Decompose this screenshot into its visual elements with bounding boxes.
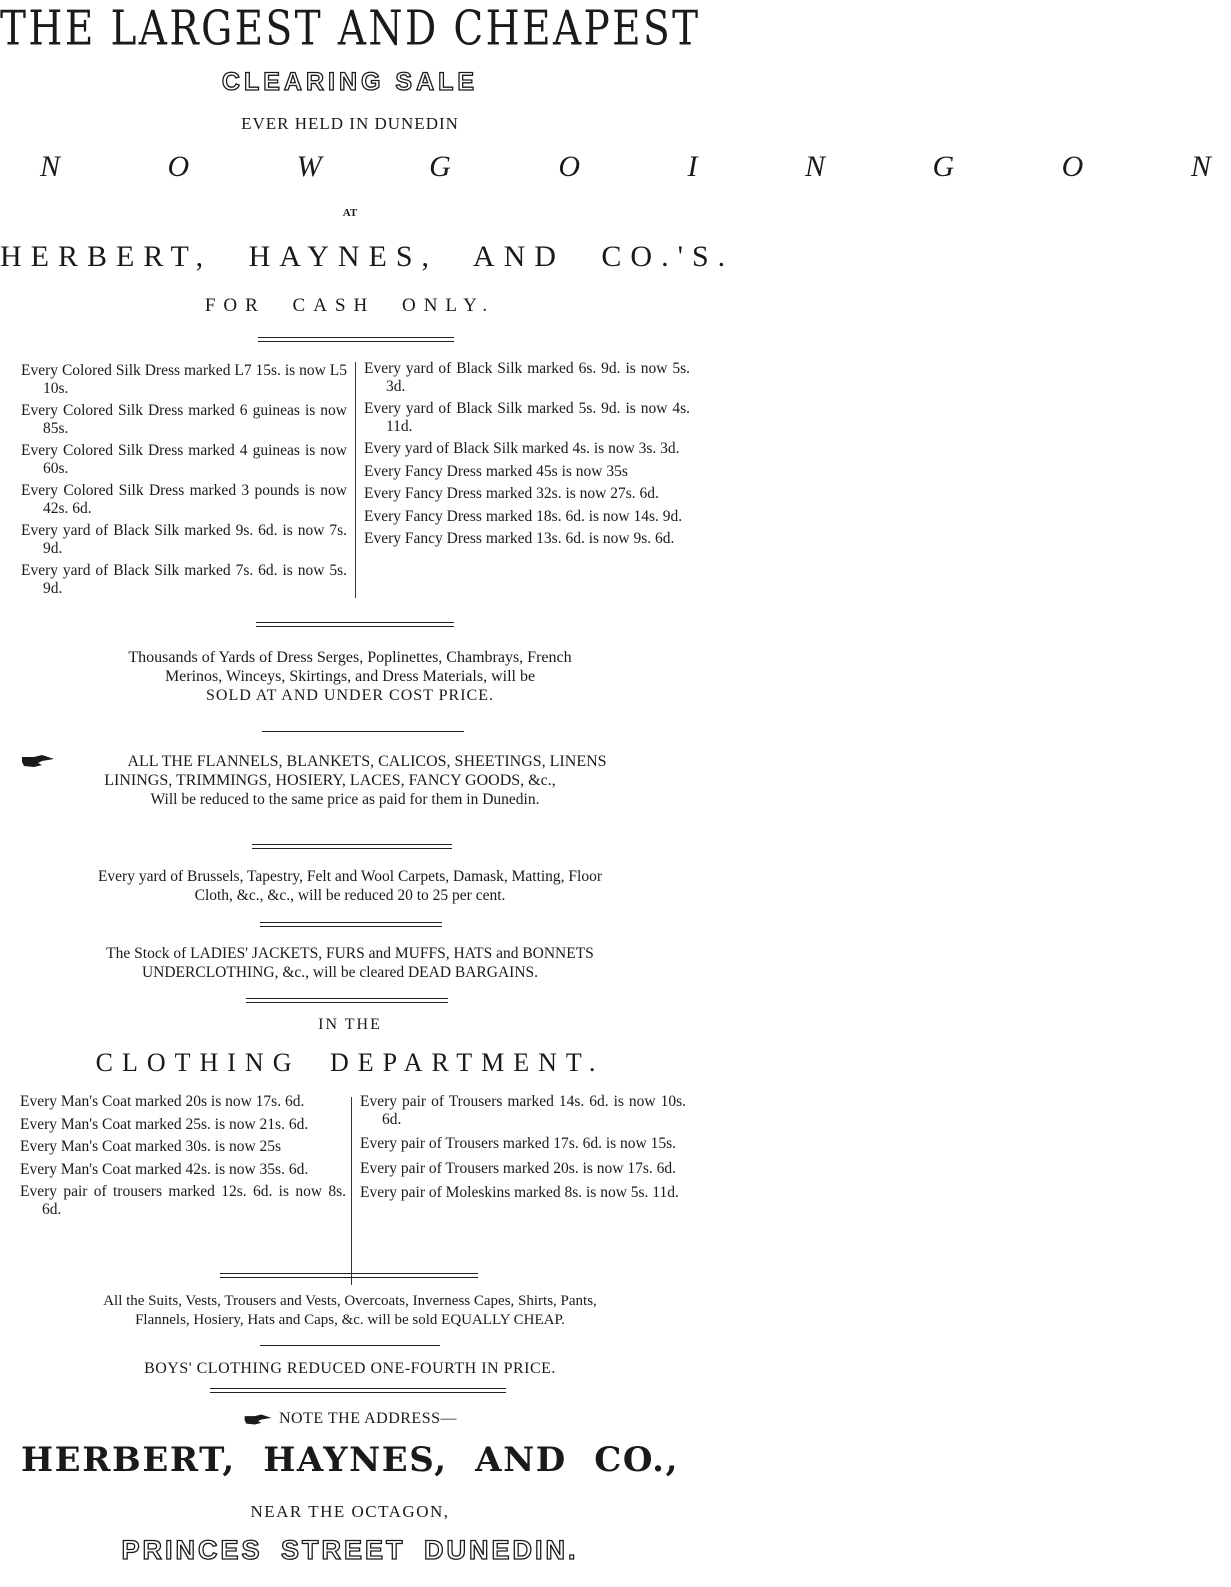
divider	[220, 1273, 478, 1278]
near-octagon: NEAR THE OCTAGON,	[250, 1502, 450, 1521]
text-span: ALL THE FLANNELS, BLANKETS, CALICOS, SHEETINGS, LINENS	[127, 753, 607, 770]
divider	[260, 1345, 440, 1346]
text-line: SOLD AT AND UNDER COST PRICE.	[205, 687, 494, 704]
text-line: LININGS, TRIMMINGS, HOSIERY, LACES, FANCY GOODS, &c.,	[104, 772, 556, 789]
list-item: Every Colored Silk Dress marked L7 15s. is now L5 10s.	[21, 362, 347, 397]
divider	[210, 1388, 506, 1393]
list-item: Every Colored Silk Dress marked 6 guineas is now 85s.	[21, 402, 347, 437]
list-item: Every pair of Trousers marked 17s. 6d. is now 15s.	[360, 1135, 677, 1152]
list-item: Every Colored Silk Dress marked 3 pounds is now 42s. 6d.	[21, 482, 347, 517]
list-item: Every yard of Black Silk marked 6s. 9d. is now 5s. 3d.	[364, 360, 690, 395]
divider	[260, 922, 442, 927]
silk-right-column	[364, 360, 690, 553]
pointing-hand-icon	[243, 1413, 273, 1426]
boys-clothing-notice: BOYS' CLOTHING REDUCED ONE-FOURTH IN PRICE.	[144, 1360, 556, 1377]
list-item: Every pair of Moleskins marked 8s. is now 5s. 11d.	[360, 1184, 679, 1201]
street-address: PRINCES STREET DUNEDIN.	[121, 1535, 579, 1565]
footer-firm-name: HERBERT, HAYNES, AND CO.,	[20, 1440, 680, 1480]
list-item: Every Man's Coat marked 42s. is now 35s. 6d.	[20, 1160, 309, 1178]
at-label: AT	[342, 207, 358, 219]
clothing-right-column	[360, 1093, 686, 1207]
divider	[256, 622, 454, 627]
list-item: Every Fancy Dress marked 45s is now 35s	[364, 462, 628, 480]
divider	[262, 731, 464, 732]
list-item: Every Man's Coat marked 25s. is now 21s. 6d.	[20, 1115, 309, 1133]
list-item: Every pair of Trousers marked 20s. is now 17s. 6d.	[360, 1159, 677, 1177]
divider	[246, 998, 448, 1003]
clothing-department-title: CLOTHING DEPARTMENT.	[95, 1048, 605, 1077]
divider	[258, 337, 454, 342]
text-line: Will be reduced to the same price as paid for them in Dunedin.	[150, 791, 540, 808]
text-line: The Stock of LADIES' JACKETS, FURS and MUFFS, HATS and BONNETS	[106, 945, 594, 962]
text-line: UNDERCLOTHING, &c., will be cleared DEAD BARGAINS.	[141, 964, 539, 981]
text-line: Thousands of Yards of Dress Serges, Poplinettes, Chambrays, French	[128, 649, 572, 666]
text-line: All the Suits, Vests, Trousers and Vests, Overcoats, Inverness Capes, Shirts, Pants,	[103, 1293, 597, 1309]
clothing-left-column	[20, 1093, 346, 1223]
dress-materials-notice	[0, 648, 700, 705]
list-item: Every Man's Coat marked 30s. is now 25s	[20, 1138, 282, 1155]
flannels-notice	[0, 752, 700, 809]
list-item: Every yard of Black Silk marked 4s. is now 3s. 3d.	[364, 440, 680, 457]
list-item: Every pair of Trousers marked 14s. 6d. is now 10s. 6d.	[360, 1093, 686, 1128]
suits-notice	[0, 1292, 700, 1330]
now-going-on: N O W G O I N G O N	[40, 150, 1231, 183]
divider	[252, 844, 452, 849]
column-divider	[351, 1097, 352, 1285]
headline: THE LARGEST AND CHEAPEST	[0, 2, 701, 57]
list-item: Every Fancy Dress marked 32s. is now 27s. 6d.	[364, 485, 659, 502]
text-line: Cloth, &c., &c., will be reduced 20 to 25 per cent.	[194, 887, 506, 904]
ever-held: EVER HELD IN DUNEDIN	[241, 114, 459, 133]
text-line: Flannels, Hosiery, Hats and Caps, &c. will be sold EQUALLY CHEAP.	[135, 1312, 565, 1328]
silk-left-column	[21, 362, 347, 602]
note-address-line	[0, 1410, 700, 1428]
list-item: Every pair of trousers marked 12s. 6d. is now 8s. 6d.	[20, 1183, 346, 1218]
list-item: Every yard of Black Silk marked 9s. 6d. is now 7s. 9d.	[21, 522, 347, 557]
list-item: Every Fancy Dress marked 18s. 6d. is now 14s. 9d.	[364, 507, 683, 525]
firm-name: HERBERT, HAYNES, AND CO.'S.	[0, 240, 735, 273]
pointing-hand-icon	[20, 754, 56, 768]
note-address: NOTE THE ADDRESS—	[279, 1410, 457, 1427]
list-item: Every Man's Coat marked 20s is now 17s. 6d.	[20, 1093, 305, 1110]
list-item: Every Colored Silk Dress marked 4 guineas is now 60s.	[21, 442, 347, 477]
text-line: Every yard of Brussels, Tapestry, Felt and Wool Carpets, Damask, Matting, Floor	[97, 868, 603, 885]
column-divider	[355, 362, 356, 598]
list-item: Every yard of Black Silk marked 5s. 9d. is now 4s. 11d.	[364, 400, 690, 435]
cash-only: FOR CASH ONLY.	[204, 295, 496, 316]
in-the-label: IN THE	[318, 1016, 382, 1033]
text-line: Merinos, Winceys, Skirtings, and Dress Materials, will be	[164, 668, 536, 685]
subheadline: CLEARING SALE	[221, 68, 479, 96]
jackets-notice	[0, 944, 700, 982]
carpets-notice	[0, 867, 700, 905]
list-item: Every Fancy Dress marked 13s. 6d. is now 9s. 6d.	[364, 530, 675, 547]
text-line	[0, 752, 700, 771]
list-item: Every yard of Black Silk marked 7s. 6d. is now 5s. 9d.	[21, 562, 347, 597]
